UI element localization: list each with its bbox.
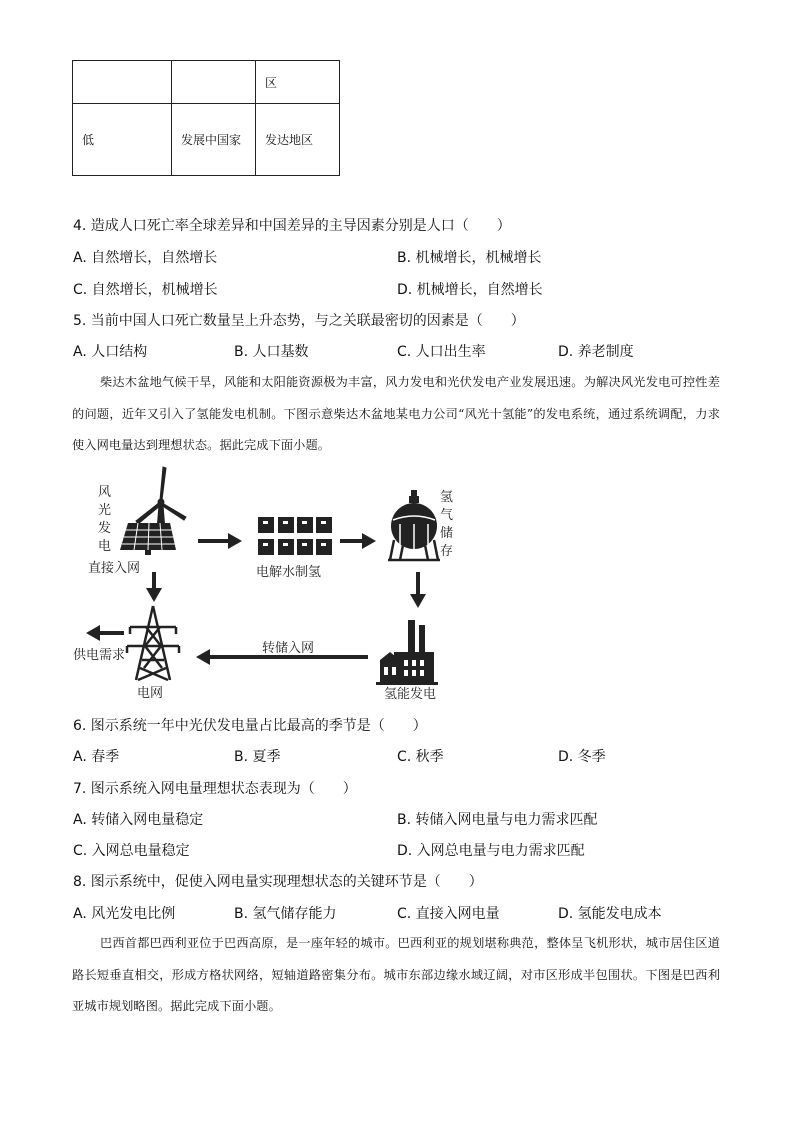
table-fragment [72, 60, 340, 176]
label-electrolysis: 电解水制氢 [256, 565, 322, 580]
question-8-option-d[interactable]: D. 氢能发电成本 [558, 906, 662, 922]
wind-turbine-icon [136, 467, 186, 530]
label-transfer-grid: 转储入网 [262, 641, 315, 656]
question-7-option-a[interactable]: A. 转储入网电量稳定 [73, 812, 204, 828]
question-6-stem: 6. 图示系统一年中光伏发电量占比最高的季节是（ ） [73, 718, 427, 734]
question-8-stem: 8. 图示系统中，促使入网电量实现理想状态的关键环节是（ ） [73, 874, 483, 890]
electrolysis-icon [258, 517, 332, 555]
label-hydrogen-power: 氢能发电 [384, 687, 437, 702]
label-hydrogen-storage: 氢气储存 [440, 490, 454, 559]
question-6-option-c[interactable]: C. 秋季 [397, 749, 444, 765]
question-5-option-b[interactable]: B. 人口基数 [234, 344, 309, 360]
question-5-option-c[interactable]: C. 人口出生率 [397, 344, 486, 360]
solar-panel-icon [120, 523, 176, 555]
question-4-stem: 4. 造成人口死亡率全球差异和中国差异的主导因素分别是人口（ ） [73, 218, 511, 234]
question-6-option-d[interactable]: D. 冬季 [558, 749, 606, 765]
question-4-option-c[interactable]: C. 自然增长，机械增长 [73, 282, 218, 298]
question-8-option-b[interactable]: B. 氢气储存能力 [234, 906, 337, 922]
question-4-option-b[interactable]: B. 机械增长，机械增长 [397, 250, 542, 266]
question-4-option-d[interactable]: D. 机械增长，自然增长 [397, 282, 543, 298]
question-5-option-d[interactable]: D. 养老制度 [558, 344, 634, 360]
table-row [73, 61, 340, 104]
question-7-stem: 7. 图示系统入网电量理想状态表现为（ ） [73, 781, 357, 797]
question-6-option-a[interactable]: A. 春季 [73, 749, 120, 765]
passage-qaidam: 柴达木盆地气候干旱，风能和太阳能资源极为丰富，风力发电和光伏发电产业发展迅速。为解决风光发电可控性差的问题，近年又引入了氢能发电机制。下图示意柴达木盆地某电力公司“风光十氢能”的发电系统，通过系统调配，力求使入网电量达到理想状态。据此完成下面小题。 [72, 375, 720, 452]
label-direct-grid: 直接入网 [88, 561, 141, 576]
arrow-down-icon [146, 572, 162, 602]
table-cell [73, 61, 172, 104]
label-demand: 供电需求 [73, 648, 126, 663]
question-5-stem: 5. 当前中国人口死亡数量呈上升态势，与之关联最密切的因素是（ ） [73, 313, 525, 329]
question-7-option-b[interactable]: B. 转储入网电量与电力需求匹配 [397, 812, 598, 828]
question-7-option-c[interactable]: C. 入网总电量稳定 [73, 843, 190, 859]
question-6-option-b[interactable]: B. 夏季 [234, 749, 281, 765]
label-wind-solar: 风光发电 [98, 485, 112, 554]
label-power-grid: 电网 [137, 686, 164, 701]
question-5-option-a[interactable]: A. 人口结构 [73, 344, 148, 360]
arrow-right-icon [198, 533, 242, 549]
question-8-option-c[interactable]: C. 直接入网电量 [397, 906, 500, 922]
arrow-left-icon [86, 625, 124, 641]
power-plant-icon [376, 620, 438, 685]
question-8-option-a[interactable]: A. 风光发电比例 [73, 906, 176, 922]
table-cell: 低 [73, 104, 172, 176]
passage-brasilia: 巴西首都巴西利亚位于巴西高原，是一座年轻的城市。巴西利亚的规划堪称典范，整体呈飞机形状，城市居住区道路长短垂直相交，形成方格状网络，短轴道路密集分布。城市东部边缘水域辽阔，对市区形成半包围状。下图是巴西利亚城市规划略图。据此完成下面小题。 [72, 936, 720, 1013]
table-cell: 区 [256, 61, 340, 104]
table-cell: 发展中国家 [172, 104, 256, 176]
question-7-option-d[interactable]: D. 入网总电量与电力需求匹配 [397, 843, 585, 859]
hydrogen-tank-icon [388, 490, 440, 560]
arrow-down-icon [410, 572, 426, 608]
arrow-right-icon [340, 533, 376, 549]
table-cell: 发达地区 [256, 104, 340, 176]
table-row [73, 104, 340, 176]
transmission-tower-icon [127, 606, 179, 680]
table-cell [172, 61, 256, 104]
question-4-option-a[interactable]: A. 自然增长，自然增长 [73, 250, 218, 266]
